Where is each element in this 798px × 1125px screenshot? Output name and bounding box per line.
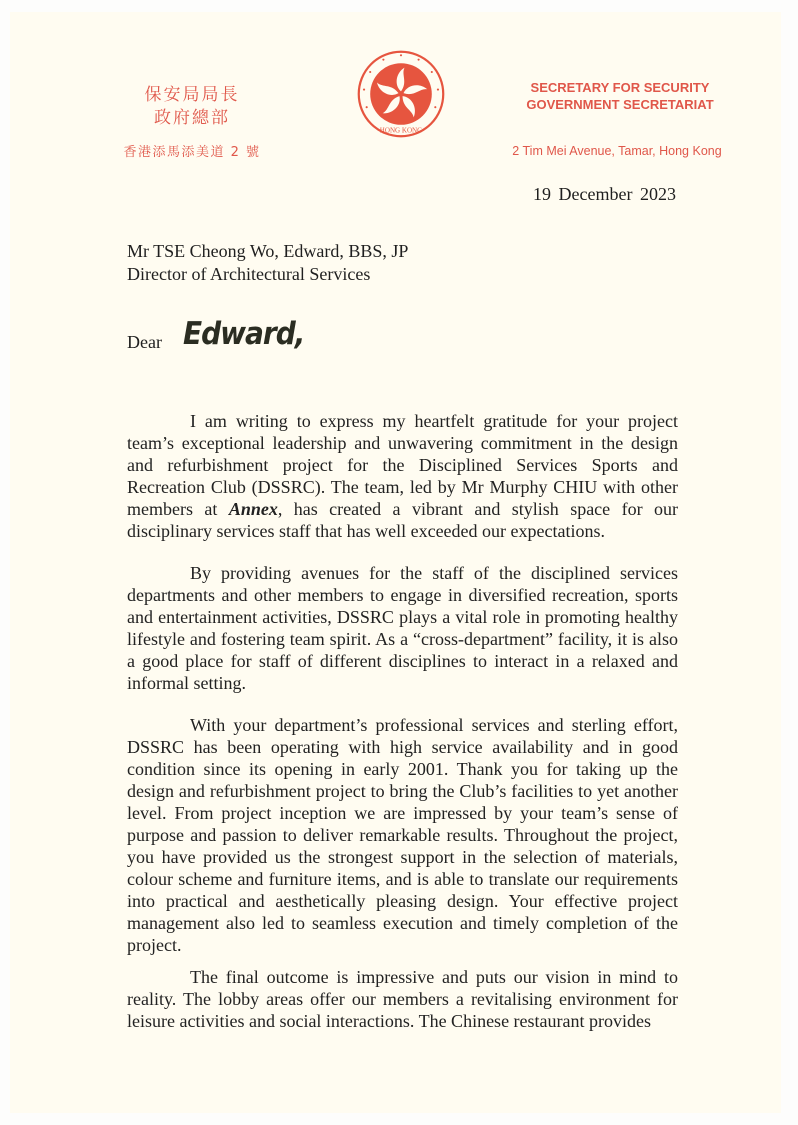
paragraph-3 bbox=[127, 714, 678, 956]
chinese-department-title: 政府總部 bbox=[154, 108, 230, 128]
paragraph-4 bbox=[127, 966, 678, 1032]
paragraph-text: The final outcome is impressive and puts our vision in mind to reality. The lobby areas offer our members a revitalising environment for leisure activities and social interactions. The Chinese restaurant provides bbox=[127, 967, 678, 1031]
addressee-name: Mr TSE Cheong Wo, Edward, BBS, JP bbox=[127, 241, 409, 261]
emphasis-annex: Annex bbox=[228, 499, 278, 519]
chinese-address: 香港添馬添美道 2 號 bbox=[123, 145, 261, 160]
addressee-block bbox=[127, 240, 408, 286]
english-office-title: SECRETARY FOR SECURITY bbox=[530, 80, 710, 95]
handwritten-name: Edward, bbox=[183, 315, 305, 352]
letter-date: 19 December 2023 bbox=[533, 184, 676, 204]
paragraph-text: With your department’s professional services and sterling effort, DSSRC has been operating with high service availability and in good condition since its opening in early 2001. Thank you for taking up the design and refurbishment project to bring the Club’s facilities to yet another level. From project inception we are impressed by your team’s sense of purpose and passion to deliver remarkable results. Throughout the project, you have provided us the strongest support in the selection of materials, colour scheme and furniture items, and is able to translate our requirements into practical and aesthetically pleasing design. Your effective project management also led to seamless execution and timely completion of the project. bbox=[127, 715, 678, 955]
english-department-title: GOVERNMENT SECRETARIAT bbox=[526, 97, 714, 112]
paragraph-text: I am writing to express my heartfelt gratitude for your project team’s exceptional leadership and unwavering commitment in the design and refurbishment project for the Disciplined Services Sports and Recreation Club (DSSRC). The team, led by Mr Murphy CHIU with other members at bbox=[127, 411, 678, 519]
paragraph-1 bbox=[127, 410, 678, 542]
chinese-office-title: 保安局局長 bbox=[144, 85, 240, 105]
paragraph-text: By providing avenues for the staff of the disciplined services departments and other members to engage in diversified recreation, sports and entertainment activities, DSSRC plays a vital role in promoting healthy lifestyle and fostering team spirit. As a “cross-department” facility, it is also a good place for staff of different disciplines to interact in a relaxed and informal setting. bbox=[127, 563, 678, 693]
hong-kong-emblem-icon bbox=[357, 50, 445, 138]
paragraph-2 bbox=[127, 562, 678, 694]
english-address: 2 Tim Mei Avenue, Tamar, Hong Kong bbox=[512, 144, 722, 158]
salutation: Dear bbox=[127, 332, 162, 352]
paragraph-text: , has created a vibrant and stylish space for our disciplinary services staff that has well exceeded our expectations. bbox=[127, 499, 678, 541]
addressee-title: Director of Architectural Services bbox=[127, 264, 371, 284]
emblem-label: HONG KONG bbox=[379, 126, 423, 135]
